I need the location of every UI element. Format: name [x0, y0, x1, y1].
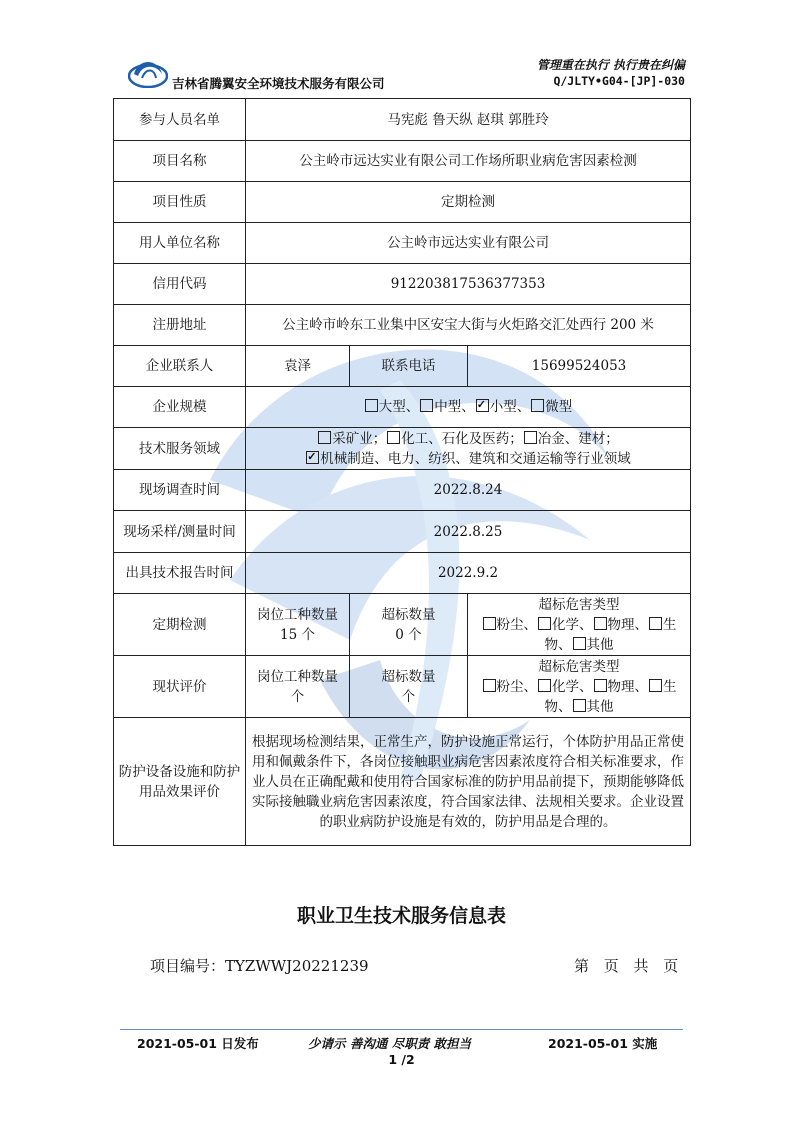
contact-label: 企业联系人 — [114, 346, 246, 387]
checkbox-chemical-hazard[interactable] — [538, 617, 551, 630]
status-post-count: 岗位工种数量 个 — [246, 656, 350, 718]
company-logo-icon — [128, 54, 168, 88]
page-subtitle: 职业卫生技术服务信息表 — [296, 905, 506, 927]
credit-code-label: 信用代码 — [114, 264, 246, 305]
table-row — [114, 656, 691, 718]
scale-label: 企业规模 — [114, 387, 246, 428]
page-number: 1 /2 — [388, 1052, 415, 1067]
employer-value: 公主岭市远达实业有限公司 — [246, 223, 691, 264]
table-row — [114, 428, 691, 470]
checkbox-other[interactable] — [573, 699, 586, 712]
phone-value: 15699524053 — [468, 346, 691, 387]
table-row — [114, 182, 691, 223]
participants-value: 马宪彪 鲁天纵 赵琪 郭胜玲 — [246, 99, 691, 141]
sampling-time-label: 现场采样/测量时间 — [114, 511, 246, 553]
footer-effective-date: 2021-05-01 实施 — [548, 1036, 658, 1051]
checkbox-chemical[interactable] — [387, 431, 400, 444]
checkbox-biological[interactable] — [649, 679, 662, 692]
table-row — [114, 470, 691, 511]
checkbox-biological[interactable] — [649, 617, 662, 630]
info-table — [113, 98, 691, 846]
address-value: 公主岭市岭东工业集中区安宝大街与火炬路交汇处西行 200 米 — [246, 305, 691, 346]
checkbox-dust[interactable] — [483, 617, 496, 630]
field-options: 采矿业； 化工、石化及医药； 冶金、建材； ✓机械制造、电力、纺织、建筑和交通运输等行业领域 — [246, 428, 691, 470]
checkbox-chemical-hazard[interactable] — [538, 679, 551, 692]
project-number: 项目编号：TYZWWJ20221239 — [150, 957, 369, 975]
employer-label: 用人单位名称 — [114, 223, 246, 264]
footer-issued-date: 2021-05-01 日发布 — [137, 1036, 259, 1051]
periodic-hazard-types: 超标危害类型 粉尘、 化学、 物理、 生物、 其他 — [468, 594, 691, 656]
protection-label: 防护设备设施和防护用品效果评价 — [114, 718, 246, 846]
company-name: 吉林省腾翼安全环境技术服务有限公司 — [172, 76, 385, 91]
document-number: Q/JLTY•G04-[JP]-030 — [553, 74, 685, 88]
credit-code-value: 912203817536377353 — [246, 264, 691, 305]
table-row — [114, 264, 691, 305]
phone-label: 联系电话 — [350, 346, 468, 387]
table-row — [114, 718, 691, 846]
checkbox-micro[interactable] — [531, 399, 544, 412]
checkbox-small-checked[interactable] — [476, 399, 489, 412]
checkbox-other[interactable] — [573, 637, 586, 650]
table-row — [114, 223, 691, 264]
report-time-value: 2022.9.2 — [246, 553, 691, 594]
scale-options: 大型、 中型、✓ 小型、 微型 — [246, 387, 691, 428]
table-row — [114, 511, 691, 553]
periodic-post-count: 岗位工种数量 15 个 — [246, 594, 350, 656]
table-row — [114, 553, 691, 594]
page-counter-label: 第 页 共 页 — [574, 957, 679, 975]
table-row — [114, 594, 691, 656]
checkbox-machinery-checked[interactable] — [306, 451, 319, 464]
periodic-label: 定期检测 — [114, 594, 246, 656]
protection-text: 根据现场检测结果，正常生产，防护设施正常运行，个体防护用品正常使用和佩戴条件下，各岗位接触职业病危害因素浓度符合相关标准要求，作业人员在正确配戴和使用符合国家标准的防护用品前提下，预期能够降低实际接触職业病危害因素浓度，符合国家法律、法规相关要求。企业设置的职业病防护设施是有效的，防护用品是合理的。 — [246, 718, 691, 846]
contact-value: 袁泽 — [246, 346, 350, 387]
checkbox-physical[interactable] — [594, 617, 607, 630]
sampling-time-value: 2022.8.25 — [246, 511, 691, 553]
status-hazard-types: 超标危害类型 粉尘、 化学、 物理、 生物、 其他 — [468, 656, 691, 718]
table-row — [114, 305, 691, 346]
header-motto: 管理重在执行 执行贵在纠偏 — [536, 58, 685, 72]
checkbox-mining[interactable] — [318, 431, 331, 444]
footer-divider — [120, 1029, 683, 1030]
footer-slogan: 少请示 善沟通 尽职责 敢担当 — [308, 1036, 472, 1051]
project-nature-value: 定期检测 — [246, 182, 691, 223]
survey-time-label: 现场调查时间 — [114, 470, 246, 511]
status-exceed-count: 超标数量 个 — [350, 656, 468, 718]
table-row — [114, 387, 691, 428]
periodic-exceed-count: 超标数量 0 个 — [350, 594, 468, 656]
checkbox-medium[interactable] — [420, 399, 433, 412]
survey-time-value: 2022.8.24 — [246, 470, 691, 511]
checkbox-metallurgy[interactable] — [524, 431, 537, 444]
table-row — [114, 99, 691, 141]
table-row — [114, 141, 691, 182]
project-name-label: 项目名称 — [114, 141, 246, 182]
participants-label: 参与人员名单 — [114, 99, 246, 141]
status-label: 现状评价 — [114, 656, 246, 718]
project-nature-label: 项目性质 — [114, 182, 246, 223]
field-label: 技术服务领域 — [114, 428, 246, 470]
checkbox-dust[interactable] — [483, 679, 496, 692]
table-row — [114, 346, 691, 387]
checkbox-large[interactable] — [365, 399, 378, 412]
checkbox-physical[interactable] — [594, 679, 607, 692]
address-label: 注册地址 — [114, 305, 246, 346]
project-name-value: 公主岭市远达实业有限公司工作场所职业病危害因素检测 — [246, 141, 691, 182]
report-time-label: 出具技术报告时间 — [114, 553, 246, 594]
